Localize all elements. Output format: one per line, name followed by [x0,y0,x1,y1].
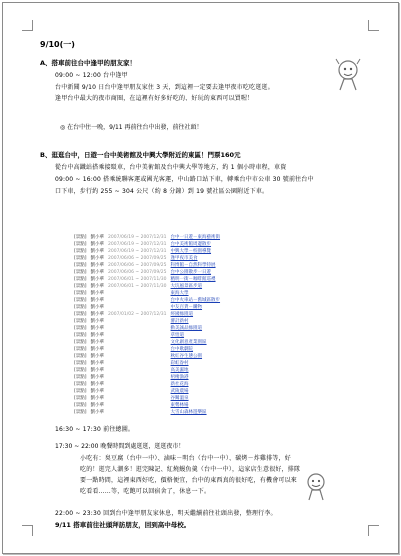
list-item-date [106,304,169,311]
list-item [72,339,222,346]
list-item-date [106,374,169,381]
list-item-date: 2007/06/06 ~ 2007/09/25 [108,270,167,275]
section-a-heading: A、搭車前往台中逢甲的朋友家！ [40,59,137,67]
list-item [72,290,222,297]
list-item [72,262,222,269]
list-item [72,325,222,332]
section-b-line-2: 09:00 ~ 16:00 搭乘統聯客運或國光客運，中山路口站下車，轉乘台中市公車 30 號前往台中 [55,176,314,183]
list-item-title-link[interactable]: 勤美誠品綠園道 [170,326,203,331]
section-b-line-3: 口下車，步行約 255 ~ 304 公尺（約 8 分鐘）到 19 號社區公園附近下車。 [55,188,269,195]
list-item-title-link[interactable]: 精明一街－咖啡館巡禮 [170,277,216,282]
list-item [72,409,222,416]
list-item-author: 劉小華 [90,270,105,275]
list-item-tag: [景點] [74,256,87,261]
list-item-tag: [景點] [74,298,87,303]
list-item-title-link[interactable]: 彩虹眷村 [170,361,189,366]
list-item-tag: [景點] [74,333,87,338]
list-item-title-link[interactable]: 梧棲漁港 [170,375,189,380]
schedule-2200: 22:00 ~ 23:30 回到台中逢甲朋友家休息，明天繼續前往社頭出發，整理行李。 [55,510,277,517]
list-item-date: 2007/06/19 ~ 2007/12/31 [108,242,167,247]
list-item-date [106,395,169,402]
list-item-author: 劉小華 [90,319,105,324]
list-item-tag: [景點] [74,396,87,401]
list-item-author: 劉小華 [90,312,105,317]
list-item-author: 劉小華 [90,242,105,247]
list-item [72,297,222,304]
crop-mark-top-left [22,20,33,31]
list-item-title-link[interactable]: 東海大學 [170,291,189,296]
list-item-tag: [景點] [74,305,87,310]
list-item-date: 2007/01/02 ~ 2007/12/31 [108,312,167,317]
list-item [72,318,222,325]
list-item [72,360,222,367]
list-item-tag: [景點] [74,312,87,317]
schedule-1730-line-2: 吃的！逛完人潮多！逛完陳記、紅燒鰻魚羹（台中一中），這家店生意很好，排隊 [80,466,301,473]
list-item [72,332,222,339]
list-item [72,395,222,402]
section-b-heading: B、逛逛台中，日遊一台中美術館及中興大學附近的東區！門票160元 [40,151,241,159]
list-item [72,241,222,248]
list-item-author: 劉小華 [90,354,105,359]
list-item-title-link[interactable]: 秋紅谷生態公園 [170,354,203,359]
list-item-title-link[interactable]: 台中火車站－舊城區散步 [170,298,221,303]
list-item-date [106,339,169,346]
list-item-author: 劉小華 [90,256,105,261]
cartoon-figure-icon [330,56,366,92]
list-item-title-link[interactable]: 台中公園散步一日遊 [170,270,212,275]
list-item-date: 2007/06/01 ~ 2007/11/30 [108,277,167,282]
list-item-title-link[interactable]: 大雪山森林遊樂區 [170,410,207,415]
list-item-author: 劉小華 [90,298,105,303]
schedule-1730-line-1: 小吃有：臭豆腐（台中一中）、滷味－明台（台中一中）、碳烤－炸雞排等，好 [80,455,292,462]
list-item-author: 劉小華 [90,389,105,394]
list-item-tag: [景點] [74,263,87,268]
list-item-author: 劉小華 [90,368,105,373]
list-item-date [106,318,169,325]
list-item-title-link[interactable]: 台中歌劇院 [170,347,194,352]
cartoon-figure-icon [300,470,332,502]
list-item [72,234,222,241]
list-item [72,304,222,311]
list-item [72,276,222,283]
list-item-title-link[interactable]: 草悟道 [170,333,185,338]
list-item-author: 劉小華 [90,326,105,331]
list-item-title-link[interactable]: 高美濕地 [170,368,189,373]
list-item-tag: [景點] [74,361,87,366]
list-item-date: 2007/06/01 ~ 2007/11/30 [108,284,167,289]
list-item-date [106,290,169,297]
list-item [72,248,222,255]
list-item-author: 劉小華 [90,375,105,380]
list-item-title-link[interactable]: 中興大學－校園導覽 [170,249,212,254]
list-item-author: 劉小華 [90,284,105,289]
list-item-date [106,367,169,374]
list-item-author: 劉小華 [90,361,105,366]
list-item-tag: [景點] [74,347,87,352]
list-item-author: 劉小華 [90,410,105,415]
list-item-title-link[interactable]: 中友百貨－購物 [170,305,203,310]
list-item-author: 劉小華 [90,249,105,254]
list-item-tag: [景點] [74,389,87,394]
list-item-author: 劉小華 [90,277,105,282]
section-a-paragraph-2: 逢甲台中最大的夜市商圈，在這裡有好多好吃的、好玩的東西可以買喔！ [55,95,254,102]
list-item-tag: [景點] [74,291,87,296]
schedule-1730-heading: 17:30 ~ 22:00 晚餐時間到處逛逛，逛逛夜市！ [55,443,185,450]
list-item [72,353,222,360]
list-item-author: 劉小華 [90,403,105,408]
list-item-title-link[interactable]: 新社花海 [170,382,189,387]
list-item-title-link[interactable]: 台中一日遊－東海藝術街 [170,235,221,240]
list-item-title-link[interactable]: 科博館－自然科學特展 [170,263,216,268]
list-item-tag: [景點] [74,354,87,359]
list-item-title-link[interactable]: 審計新村 [170,319,189,324]
list-item-author: 劉小華 [90,263,105,268]
travel-note: ◎ 在台中住一晚，9/11 再前往台中出發，前往社頭！ [60,124,203,131]
list-item-tag: [景點] [74,249,87,254]
list-item-title-link[interactable]: 大坑風景區步道 [170,284,203,289]
list-item-title-link[interactable]: 台中美術館周邊散步 [170,242,212,247]
list-item-date [106,297,169,304]
schedule-1730-line-3: 要一點時間，這裡東西好吃，價格便宜，台中的東西真的很好吃，有機會可以來 [80,477,298,484]
list-item-author: 劉小華 [90,382,105,387]
list-item-tag: [景點] [74,242,87,247]
list-item-tag: [景點] [74,368,87,373]
list-item [72,388,222,395]
list-item-author: 劉小華 [90,347,105,352]
list-item-title-link[interactable]: 谷關溫泉 [170,396,189,401]
list-item-tag: [景點] [74,326,87,331]
list-item-author: 劉小華 [90,340,105,345]
crop-mark-bottom-left [22,525,33,536]
list-item-tag: [景點] [74,410,87,415]
crop-mark-bottom-right [368,525,379,536]
page-date: 9/10(一) [40,40,75,49]
section-b-line-1: 從台中高鐵站搭乘接駁車，台中美術館及台中興大學等地方，約 1 個小時車程，車資 [55,164,287,171]
list-item-tag: [景點] [74,284,87,289]
list-item-date [106,360,169,367]
list-item-date: 2007/06/19 ~ 2007/12/31 [108,235,167,240]
list-item-date: 2007/06/19 ~ 2007/12/31 [108,249,167,254]
list-item-date [106,346,169,353]
list-item-title-link[interactable]: 經國綠園道 [170,312,194,317]
crop-mark-top-right [368,20,379,31]
list-item-date [106,402,169,409]
list-item-author: 劉小華 [90,305,105,310]
schedule-1730-line-4: 吃看看……等，吃飽可以回宿舍了，休息一下。 [80,488,211,495]
list-item-author: 劉小華 [90,291,105,296]
section-a-time: 09:00 ~ 12:00 台中逢甲 [55,72,128,79]
list-item [72,311,222,318]
list-item-date: 2007/06/06 ~ 2007/09/25 [108,256,167,261]
list-item-title-link[interactable]: 逢甲夜市美食 [170,256,198,261]
list-item-title-link[interactable]: 文化創意產業園區 [170,340,207,345]
list-item-author: 劉小華 [90,396,105,401]
list-item [72,283,222,290]
list-item-date [106,332,169,339]
list-item-date [106,353,169,360]
list-item-tag: [景點] [74,319,87,324]
section-a-paragraph-1: 台中新聞 9/10 日台中逢甲朋友家住 3 天，到這裡一定要去逢甲夜市吃吃逛逛。 [55,84,274,91]
list-item [72,255,222,262]
list-item-date [106,409,169,416]
list-item-tag: [景點] [74,235,87,240]
list-item-tag: [景點] [74,375,87,380]
list-item [72,367,222,374]
list-item-tag: [景點] [74,277,87,282]
list-item [72,374,222,381]
list-item [72,269,222,276]
list-item-date [106,381,169,388]
list-item-tag: [景點] [74,382,87,387]
list-item [72,402,222,409]
list-item-date: 2007/06/06 ~ 2007/09/25 [108,263,167,268]
list-item-date [106,388,169,395]
list-item-tag: [景點] [74,270,87,275]
list-item-title-link[interactable]: 武陵農場 [170,389,189,394]
list-item-author: 劉小華 [90,333,105,338]
final-note: 9/11 搭車前往社頭拜訪朋友，回到高中母校。 [55,521,191,529]
list-item-author: 劉小華 [90,235,105,240]
list-item [72,346,222,353]
list-item-title-link[interactable]: 東勢林場 [170,403,189,408]
list-item-tag: [景點] [74,403,87,408]
list-item-tag: [景點] [74,340,87,345]
schedule-1630: 16:30 ~ 17:30 前往總圖。 [55,426,135,433]
list-item [72,381,222,388]
list-item-date [106,325,169,332]
attraction-list [72,234,222,416]
